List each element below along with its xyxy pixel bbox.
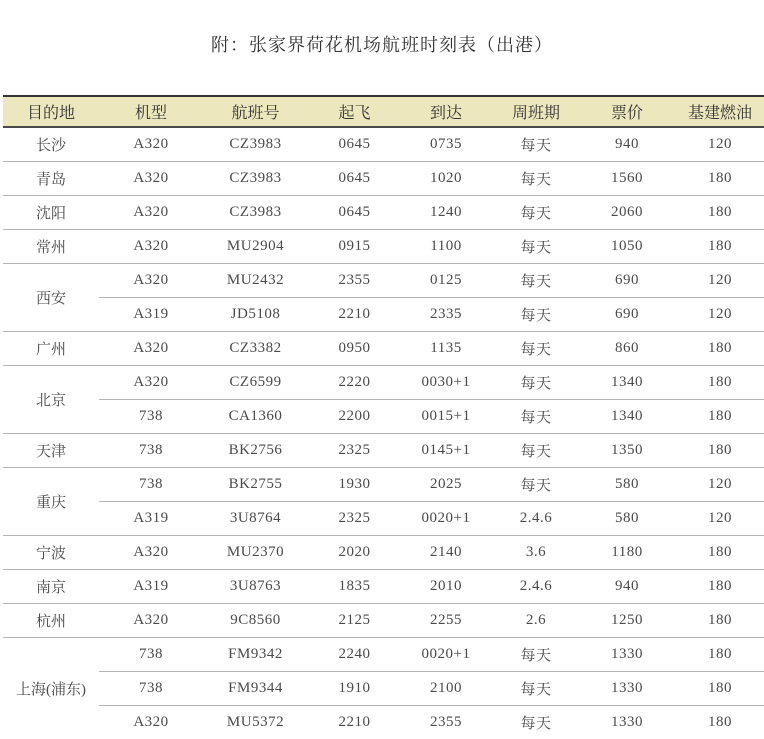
departure-cell: 2240 <box>308 638 401 672</box>
fee-cell: 180 <box>673 162 764 196</box>
schedule-cell: 每天 <box>491 264 581 298</box>
flight-no-cell: MU5372 <box>203 706 308 739</box>
table-row <box>3 468 764 502</box>
header-row <box>3 96 764 127</box>
flight-schedule-table <box>3 95 764 739</box>
table-row <box>3 638 764 672</box>
fee-cell: 180 <box>673 332 764 366</box>
aircraft-cell: A320 <box>99 162 203 196</box>
fee-cell: 180 <box>673 230 764 264</box>
destination-cell: 西安 <box>3 264 99 332</box>
fee-cell: 120 <box>673 468 764 502</box>
fee-cell: 180 <box>673 196 764 230</box>
departure-cell: 1910 <box>308 672 401 706</box>
flight-no-cell: MU2432 <box>203 264 308 298</box>
flight-no-cell: BK2755 <box>203 468 308 502</box>
destination-cell: 南京 <box>3 570 99 604</box>
arrival-cell: 2355 <box>401 706 491 739</box>
schedule-cell: 2.4.6 <box>491 502 581 536</box>
arrival-cell: 0020+1 <box>401 638 491 672</box>
table-row <box>3 298 764 332</box>
fee-cell: 120 <box>673 264 764 298</box>
schedule-cell: 每天 <box>491 672 581 706</box>
departure-cell: 0645 <box>308 196 401 230</box>
aircraft-cell: A320 <box>99 332 203 366</box>
flight-no-cell: 3U8764 <box>203 502 308 536</box>
destination-cell: 长沙 <box>3 127 99 162</box>
schedule-cell: 每天 <box>491 366 581 400</box>
price-cell: 580 <box>581 502 673 536</box>
departure-cell: 2125 <box>308 604 401 638</box>
price-cell: 1340 <box>581 366 673 400</box>
table-row <box>3 536 764 570</box>
table-row <box>3 332 764 366</box>
schedule-cell: 2.4.6 <box>491 570 581 604</box>
fee-cell: 180 <box>673 366 764 400</box>
aircraft-cell: 738 <box>99 638 203 672</box>
price-cell: 940 <box>581 570 673 604</box>
destination-cell: 重庆 <box>3 468 99 536</box>
table-row <box>3 672 764 706</box>
flight-no-cell: BK2756 <box>203 434 308 468</box>
destination-cell: 广州 <box>3 332 99 366</box>
schedule-cell: 每天 <box>491 196 581 230</box>
price-cell: 580 <box>581 468 673 502</box>
destination-cell: 杭州 <box>3 604 99 638</box>
aircraft-cell: A319 <box>99 298 203 332</box>
price-cell: 2060 <box>581 196 673 230</box>
schedule-cell: 每天 <box>491 638 581 672</box>
departure-cell: 1930 <box>308 468 401 502</box>
table-row <box>3 230 764 264</box>
aircraft-cell: 738 <box>99 468 203 502</box>
column-header-aircraft: 机型 <box>99 96 203 127</box>
aircraft-cell: A320 <box>99 604 203 638</box>
table-row <box>3 264 764 298</box>
departure-cell: 0915 <box>308 230 401 264</box>
destination-cell: 北京 <box>3 366 99 434</box>
arrival-cell: 2100 <box>401 672 491 706</box>
column-header-departure: 起飞 <box>308 96 401 127</box>
table-row <box>3 570 764 604</box>
destination-cell: 常州 <box>3 230 99 264</box>
schedule-cell: 每天 <box>491 400 581 434</box>
table-row <box>3 502 764 536</box>
flight-no-cell: JD5108 <box>203 298 308 332</box>
departure-cell: 2200 <box>308 400 401 434</box>
fee-cell: 180 <box>673 638 764 672</box>
schedule-cell: 每天 <box>491 468 581 502</box>
schedule-cell: 每天 <box>491 127 581 162</box>
fee-cell: 180 <box>673 604 764 638</box>
arrival-cell: 0145+1 <box>401 434 491 468</box>
price-cell: 1560 <box>581 162 673 196</box>
destination-cell: 青岛 <box>3 162 99 196</box>
flight-no-cell: CZ3382 <box>203 332 308 366</box>
arrival-cell: 0030+1 <box>401 366 491 400</box>
aircraft-cell: A320 <box>99 264 203 298</box>
destination-cell: 宁波 <box>3 536 99 570</box>
arrival-cell: 0015+1 <box>401 400 491 434</box>
fee-cell: 180 <box>673 706 764 739</box>
aircraft-cell: A319 <box>99 570 203 604</box>
table-row <box>3 127 764 162</box>
arrival-cell: 2025 <box>401 468 491 502</box>
price-cell: 690 <box>581 298 673 332</box>
price-cell: 1340 <box>581 400 673 434</box>
aircraft-cell: 738 <box>99 400 203 434</box>
schedule-cell: 每天 <box>491 162 581 196</box>
price-cell: 1330 <box>581 706 673 739</box>
destination-cell: 天津 <box>3 434 99 468</box>
fee-cell: 180 <box>673 536 764 570</box>
flight-no-cell: FM9344 <box>203 672 308 706</box>
fee-cell: 180 <box>673 570 764 604</box>
departure-cell: 2020 <box>308 536 401 570</box>
arrival-cell: 2010 <box>401 570 491 604</box>
column-header-arrival: 到达 <box>401 96 491 127</box>
price-cell: 1330 <box>581 638 673 672</box>
arrival-cell: 2140 <box>401 536 491 570</box>
table-row <box>3 706 764 739</box>
price-cell: 1330 <box>581 672 673 706</box>
flight-no-cell: CZ3983 <box>203 162 308 196</box>
arrival-cell: 1135 <box>401 332 491 366</box>
column-header-flight-no: 航班号 <box>203 96 308 127</box>
departure-cell: 2325 <box>308 434 401 468</box>
aircraft-cell: A320 <box>99 536 203 570</box>
arrival-cell: 0020+1 <box>401 502 491 536</box>
flight-no-cell: MU2904 <box>203 230 308 264</box>
column-header-fee: 基建燃油 <box>673 96 764 127</box>
departure-cell: 0645 <box>308 127 401 162</box>
flight-no-cell: CZ6599 <box>203 366 308 400</box>
table-row <box>3 196 764 230</box>
arrival-cell: 1020 <box>401 162 491 196</box>
destination-cell: 上海(浦东) <box>3 638 99 739</box>
departure-cell: 2355 <box>308 264 401 298</box>
aircraft-cell: A320 <box>99 706 203 739</box>
aircraft-cell: A320 <box>99 366 203 400</box>
flight-no-cell: CA1360 <box>203 400 308 434</box>
price-cell: 940 <box>581 127 673 162</box>
departure-cell: 1835 <box>308 570 401 604</box>
flight-no-cell: FM9342 <box>203 638 308 672</box>
flight-no-cell: 9C8560 <box>203 604 308 638</box>
flight-no-cell: CZ3983 <box>203 127 308 162</box>
departure-cell: 2210 <box>308 298 401 332</box>
arrival-cell: 2255 <box>401 604 491 638</box>
departure-cell: 2220 <box>308 366 401 400</box>
column-header-price: 票价 <box>581 96 673 127</box>
fee-cell: 120 <box>673 502 764 536</box>
fee-cell: 180 <box>673 400 764 434</box>
table-row <box>3 162 764 196</box>
aircraft-cell: A320 <box>99 127 203 162</box>
arrival-cell: 0735 <box>401 127 491 162</box>
schedule-cell: 每天 <box>491 230 581 264</box>
departure-cell: 0645 <box>308 162 401 196</box>
schedule-cell: 2.6 <box>491 604 581 638</box>
price-cell: 1180 <box>581 536 673 570</box>
schedule-cell: 每天 <box>491 434 581 468</box>
arrival-cell: 0125 <box>401 264 491 298</box>
fee-cell: 120 <box>673 298 764 332</box>
arrival-cell: 1100 <box>401 230 491 264</box>
departure-cell: 2325 <box>308 502 401 536</box>
flight-no-cell: MU2370 <box>203 536 308 570</box>
table-row <box>3 366 764 400</box>
table-row <box>3 604 764 638</box>
flight-no-cell: CZ3983 <box>203 196 308 230</box>
price-cell: 1050 <box>581 230 673 264</box>
page-title: 附：张家界荷花机场航班时刻表（出港） <box>211 35 553 55</box>
schedule-cell: 每天 <box>491 298 581 332</box>
fee-cell: 180 <box>673 434 764 468</box>
schedule-cell: 每天 <box>491 332 581 366</box>
aircraft-cell: A319 <box>99 502 203 536</box>
schedule-cell: 每天 <box>491 706 581 739</box>
flight-no-cell: 3U8763 <box>203 570 308 604</box>
arrival-cell: 2335 <box>401 298 491 332</box>
schedule-cell: 3.6 <box>491 536 581 570</box>
aircraft-cell: A320 <box>99 196 203 230</box>
price-cell: 690 <box>581 264 673 298</box>
column-header-destination: 目的地 <box>3 96 99 127</box>
table-row <box>3 434 764 468</box>
price-cell: 1350 <box>581 434 673 468</box>
arrival-cell: 1240 <box>401 196 491 230</box>
departure-cell: 0950 <box>308 332 401 366</box>
fee-cell: 120 <box>673 127 764 162</box>
price-cell: 860 <box>581 332 673 366</box>
price-cell: 1250 <box>581 604 673 638</box>
aircraft-cell: 738 <box>99 434 203 468</box>
column-header-schedule: 周班期 <box>491 96 581 127</box>
table-row <box>3 400 764 434</box>
fee-cell: 180 <box>673 672 764 706</box>
aircraft-cell: A320 <box>99 230 203 264</box>
destination-cell: 沈阳 <box>3 196 99 230</box>
aircraft-cell: 738 <box>99 672 203 706</box>
departure-cell: 2210 <box>308 706 401 739</box>
